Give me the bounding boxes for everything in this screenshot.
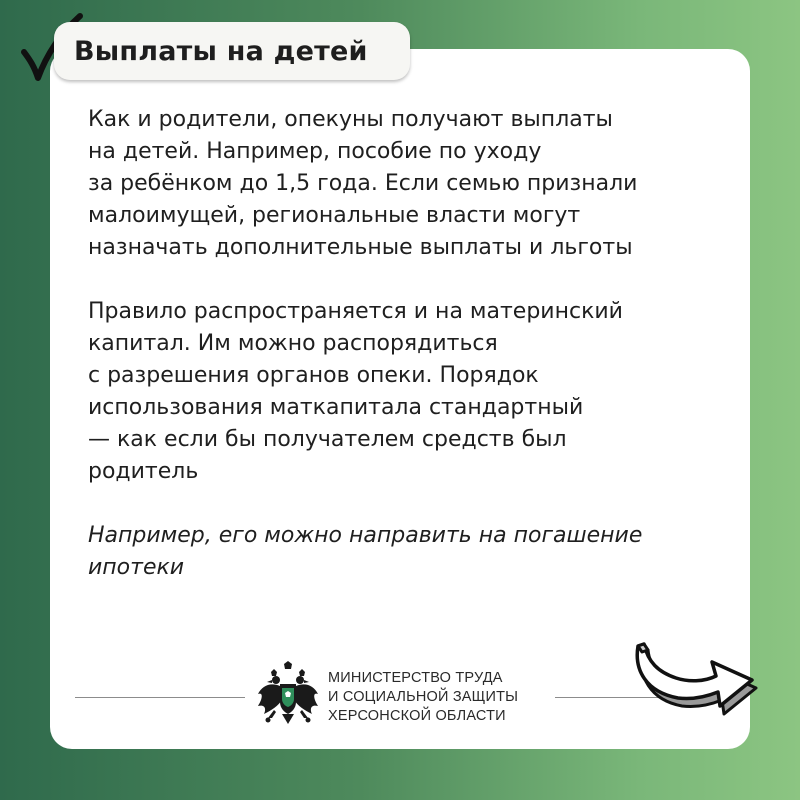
text-line: малоимущей, региональные власти могут xyxy=(88,203,581,228)
ministry-line: МИНИСТЕРСТВО ТРУДА xyxy=(328,670,503,686)
text-line: Как и родители, опекуны получают выплаты xyxy=(88,107,613,132)
text-line: с разрешения органов опеки. Порядок xyxy=(88,363,539,388)
paragraph-mortgage-example xyxy=(88,520,728,584)
main-text xyxy=(88,104,728,584)
ministry-line: ХЕРСОНСКОЙ ОБЛАСТИ xyxy=(328,708,506,724)
curved-arrow-right-icon[interactable] xyxy=(630,628,764,730)
text-line: Правило распространяется и на материнский xyxy=(88,299,623,324)
text-line: капитал. Им можно распорядиться xyxy=(88,331,498,356)
text-line: — как если бы получателем средств был xyxy=(88,427,567,452)
text-line: Например, его можно направить на погашение xyxy=(88,523,643,548)
text-line: использования маткапитала стандартный xyxy=(88,395,584,420)
ministry-name xyxy=(328,669,568,726)
text-line: назначать дополнительные выплаты и льготы xyxy=(88,235,633,260)
text-line: за ребёнком до 1,5 года. Если семью признали xyxy=(88,171,638,196)
footer-divider-left xyxy=(75,697,245,698)
text-line: родитель xyxy=(88,459,199,484)
paragraph-guardians-payments xyxy=(88,104,728,264)
ministry-line: И СОЦИАЛЬНОЙ ЗАЩИТЫ xyxy=(328,689,519,705)
paragraph-maternity-capital xyxy=(88,296,728,488)
page-title: Выплаты на детей xyxy=(74,35,368,67)
title-badge xyxy=(54,22,410,80)
text-line: на детей. Например, пособие по уходу xyxy=(88,139,542,164)
double-headed-eagle-emblem-icon xyxy=(256,660,320,732)
text-line: ипотеки xyxy=(88,555,185,580)
